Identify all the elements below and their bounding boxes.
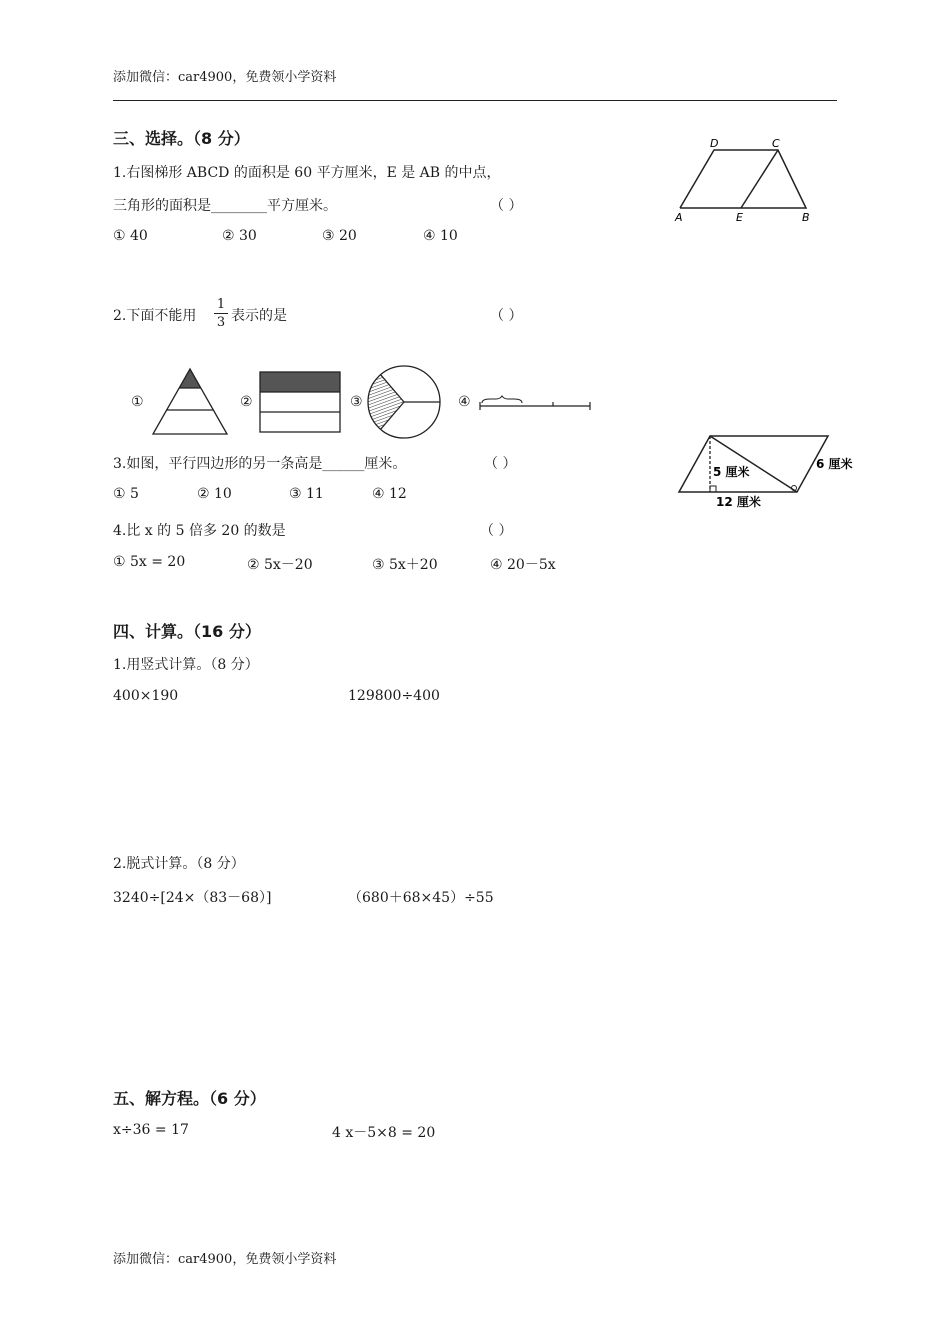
label-base: 12 厘米 <box>716 495 761 509</box>
equation-1: x÷36 = 17 <box>113 1122 189 1138</box>
q1-option-2: ② 30 <box>222 228 257 244</box>
calc-expr-4: （680＋68×45）÷55 <box>348 890 494 906</box>
trapezoid-figure <box>668 132 818 228</box>
trapezoid-segment-ec <box>741 150 778 208</box>
q1-answer-paren: （ ） <box>490 198 523 214</box>
q2-option-1-mark: ① <box>131 394 144 410</box>
parallelogram-figure <box>676 428 862 512</box>
q2-option-2-mark: ② <box>240 394 253 410</box>
calc-expr-1: 400×190 <box>113 688 179 704</box>
header-divider <box>113 100 837 101</box>
label-a: A <box>675 211 683 224</box>
rectangle-shaded-band <box>260 372 340 392</box>
q3-answer-paren: （ ） <box>484 456 517 472</box>
calc-expr-2: 129800÷400 <box>348 688 440 704</box>
triangle-shaded-top <box>179 369 201 388</box>
calc-part2-title: 2.脱式计算。（8 分） <box>113 856 245 872</box>
label-height: 5 厘米 <box>713 465 750 479</box>
page-header: 添加微信：car4900，免费领小学资料 <box>113 70 337 85</box>
calc-part1-title: 1.用竖式计算。（8 分） <box>113 657 259 673</box>
q2-rectangle-figure <box>258 370 342 434</box>
label-side: 6 厘米 <box>816 457 853 471</box>
section-4-title: 四、计算。（16 分） <box>113 622 261 641</box>
q3-option-4: ④ 12 <box>372 486 407 502</box>
q4-option-1: ① 5x = 20 <box>113 554 186 570</box>
q1-option-1: ① 40 <box>113 228 148 244</box>
section-5-title: 五、解方程。（6 分） <box>113 1089 266 1108</box>
q3-text: 3.如图，平行四边形的另一条高是______厘米。 <box>113 456 407 472</box>
q2-segment-figure <box>476 394 596 414</box>
q3-option-2: ② 10 <box>197 486 232 502</box>
calc-expr-3: 3240÷[24×（83－68）] <box>113 890 272 906</box>
q1-option-4: ④ 10 <box>423 228 458 244</box>
q1-line2: 三角形的面积是________平方厘米。 <box>113 198 337 214</box>
label-d: D <box>710 137 719 150</box>
page-footer: 添加微信：car4900，免费领小学资料 <box>113 1252 337 1267</box>
q2-suffix: 表示的是 <box>231 308 287 324</box>
q2-option-4-mark: ④ <box>458 394 471 410</box>
q4-option-4: ④ 20－5x <box>490 557 556 573</box>
label-c: C <box>772 137 780 150</box>
parallelogram-diagonal <box>710 436 797 492</box>
q4-option-2: ② 5x－20 <box>247 557 313 573</box>
q2-triangle-figure <box>150 366 230 436</box>
label-e: E <box>736 211 743 224</box>
q1-line1: 1.右图梯形 ABCD 的面积是 60 平方厘米，E 是 AB 的中点， <box>113 165 501 181</box>
q4-answer-paren: （ ） <box>480 523 513 539</box>
q2-circle-figure <box>366 364 442 440</box>
segment-brace <box>482 396 522 403</box>
trapezoid-outline <box>680 150 806 208</box>
equation-2: 4 x－5×8 = 20 <box>332 1125 436 1141</box>
q1-option-3: ③ 20 <box>322 228 357 244</box>
q2-fraction-denominator: 3 <box>216 315 226 330</box>
q3-option-3: ③ 11 <box>289 486 324 502</box>
right-angle-mark <box>710 486 716 492</box>
q2-answer-paren: （ ） <box>490 308 523 324</box>
q3-option-1: ① 5 <box>113 486 139 502</box>
q2-fraction <box>214 297 228 330</box>
q4-option-3: ③ 5x＋20 <box>372 557 438 573</box>
section-3-title: 三、选择。（8 分） <box>113 129 250 148</box>
q2-prefix: 2.下面不能用 <box>113 308 197 324</box>
label-b: B <box>802 211 810 224</box>
q4-text: 4.比 x 的 5 倍多 20 的数是 <box>113 523 286 539</box>
q2-fraction-numerator: 1 <box>216 297 226 312</box>
q2-option-3-mark: ③ <box>350 394 363 410</box>
